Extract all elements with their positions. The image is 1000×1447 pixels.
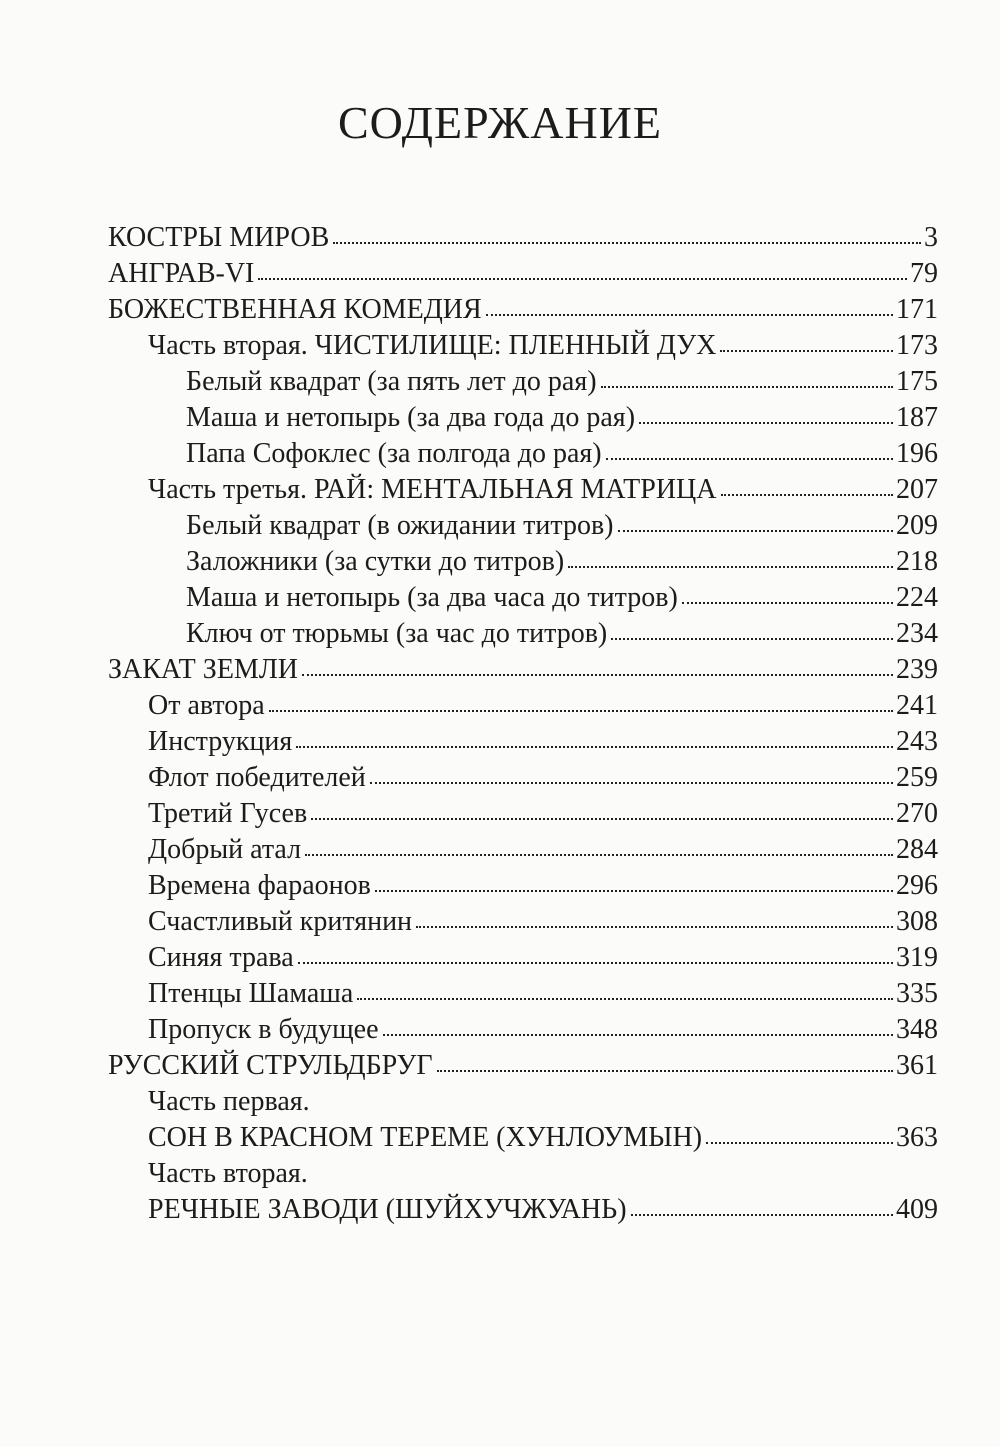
toc-entry [186,580,938,616]
toc-entry [108,256,938,292]
dot-leader [370,766,893,786]
toc-entry-page: 187 [896,402,938,433]
toc-entry [148,976,938,1012]
toc-entry-label: Времена фараонов [148,870,371,901]
toc-entry-label: Часть первая. [148,1086,310,1117]
toc-entry-page: 175 [896,366,938,397]
dot-leader [601,370,893,390]
toc-entry-page: 259 [896,762,938,793]
toc-entry-page: 196 [896,438,938,469]
toc-entry-label: КОСТРЫ МИРОВ [108,222,330,253]
dot-leader [311,802,893,822]
dot-leader [721,478,894,498]
toc-entry-label: Папа Софоклес (за полгода до рая) [186,438,602,469]
toc-entry [186,436,938,472]
dot-leader [357,982,893,1002]
toc-entry [108,220,938,256]
toc-entry-page: 173 [896,330,938,361]
toc-entry [186,616,938,652]
toc-entry-label: Часть вторая. [148,1158,308,1189]
dot-leader [296,730,893,750]
toc-entry-page: 335 [896,978,938,1009]
dot-leader [333,226,921,246]
toc-entry [148,1156,938,1192]
toc-entry-page: 239 [896,654,938,685]
toc-entry-label: БОЖЕСТВЕННАЯ КОМЕДИЯ [108,294,482,325]
toc-entry-label: РЕЧНЫЕ ЗАВОДИ (ШУЙХУЧЖУАНЬ) [148,1194,627,1225]
dot-leader [305,838,893,858]
toc-entry [108,652,938,688]
toc-entry-label: Ключ от тюрьмы (за час до титров) [186,618,608,649]
toc-entry-label: ЗАКАТ ЗЕМЛИ [108,654,299,685]
toc-entry [186,544,938,580]
dot-leader [606,442,893,462]
toc-entry [148,868,938,904]
toc-entry [148,472,938,508]
toc-entry [108,1048,938,1084]
toc-entry-label: Добрый атал [148,834,302,865]
toc-entry-page: 234 [896,618,938,649]
toc-entry-page: 348 [896,1014,938,1045]
dot-leader [258,262,907,282]
toc-entry-label: РУССКИЙ СТРУЛЬДБРУГ [108,1050,433,1081]
toc-entry [148,796,938,832]
toc-entry [148,1012,938,1048]
toc-entry-page: 224 [896,582,938,613]
toc-entry-label: Птенцы Шамаша [148,978,354,1009]
dot-leader [298,946,893,966]
page-title: СОДЕРЖАНИЕ [337,97,663,148]
dot-leader [618,514,894,534]
toc-entry-label: Пропуск в будущее [148,1014,379,1045]
toc-entry [148,724,938,760]
toc-entry-page: 243 [896,726,938,757]
toc-entry-label: АНГРАВ-VI [108,258,255,289]
toc-entry-label: Третий Гусев [148,798,308,829]
toc-entry-page: 207 [896,474,938,505]
dot-leader [639,406,893,426]
toc-entry [148,940,938,976]
toc-entry-label: Синяя трава [148,942,294,973]
dot-leader [383,1018,893,1038]
dot-leader [682,586,893,606]
dot-leader [437,1054,893,1074]
toc-entry [148,760,938,796]
toc-entry-label: Флот победителей [148,762,366,793]
dot-leader [631,1198,893,1218]
toc-entry-label: Часть вторая. ЧИСТИЛИЩЕ: ПЛЕННЫЙ ДУХ [148,330,717,361]
toc-entry-page: 284 [896,834,938,865]
toc-entry-page: 363 [896,1122,938,1153]
toc-entry-page: 296 [896,870,938,901]
toc-entry [186,508,938,544]
toc-entry-page: 270 [896,798,938,829]
toc-entry [108,292,938,328]
toc-entry-page: 218 [896,546,938,577]
toc-entry-label: От автора [148,690,265,721]
toc-entry-label: Маша и нетопырь (за два года до рая) [186,402,636,433]
dot-leader [375,874,893,894]
toc-entry [186,400,938,436]
toc-entry-page: 79 [910,258,938,289]
toc-entry-label: Инструкция [148,726,293,757]
dot-leader [706,1126,893,1146]
toc-entry [186,364,938,400]
toc-entry [148,688,938,724]
toc-entry-page: 3 [924,222,938,253]
toc-entry [148,832,938,868]
toc-entry-label: СОН В КРАСНОМ ТЕРЕМЕ (ХУНЛОУМЫН) [148,1122,703,1153]
toc-entry-page: 409 [896,1194,938,1225]
toc-entry-label: Маша и нетопырь (за два часа до титров) [186,582,678,613]
toc-entry-page: 361 [896,1050,938,1081]
dot-leader [486,298,893,318]
dot-leader [568,550,893,570]
toc-entry [148,904,938,940]
dot-leader [269,694,893,714]
toc-entry [148,328,938,364]
toc-entry-page: 319 [896,942,938,973]
dot-leader [302,658,893,678]
toc-entry-label: Часть третья. РАЙ: МЕНТАЛЬНАЯ МАТРИЦА [148,474,717,505]
toc-entry [148,1192,938,1228]
toc-entry-label: Белый квадрат (в ожидании титров) [186,510,614,541]
toc-entry-page: 171 [896,294,938,325]
toc-entry-label: Заложники (за сутки до титров) [186,546,565,577]
toc-entry [148,1120,938,1156]
toc-entry-page: 209 [896,510,938,541]
toc-entry-label: Счастливый критянин [148,906,413,937]
dot-leader [720,334,893,354]
toc-entry-page: 241 [896,690,938,721]
toc-entry-label: Белый квадрат (за пять лет до рая) [186,366,597,397]
dot-leader [416,910,893,930]
toc-entry [148,1084,938,1120]
toc-entry-page: 308 [896,906,938,937]
dot-leader [611,622,893,642]
